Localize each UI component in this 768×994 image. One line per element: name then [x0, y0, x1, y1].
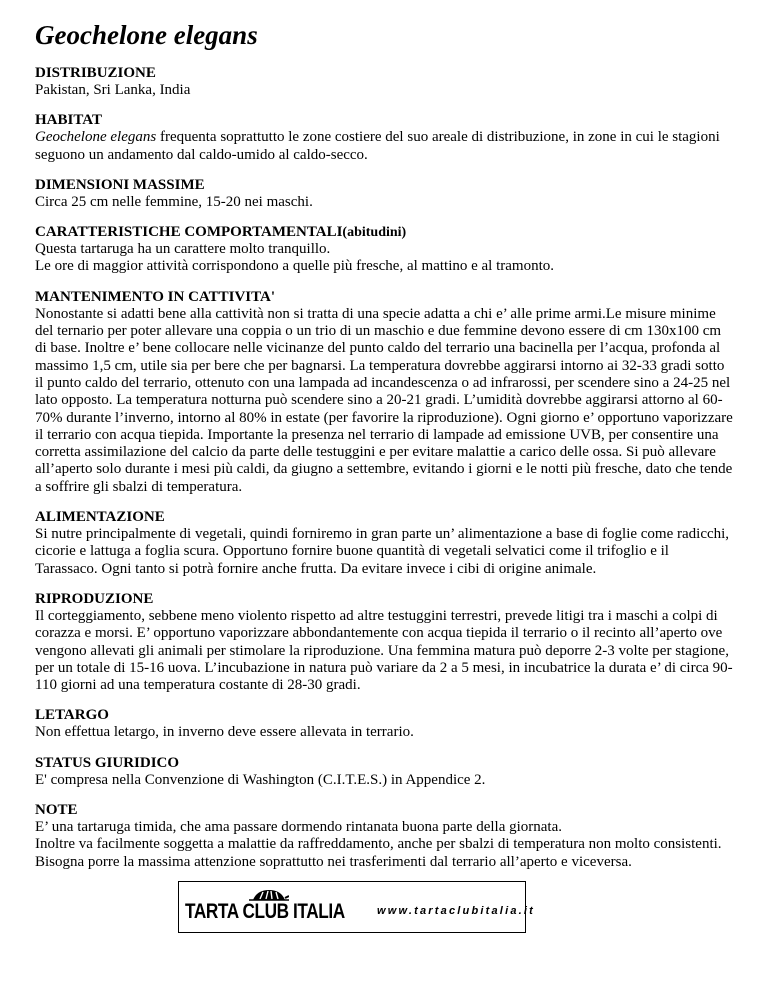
section-heading-main: CARATTERISTICHE COMPORTAMENTALI — [35, 224, 343, 241]
section-text — [35, 129, 735, 164]
section-text: Le ore di maggior attività corrispondono a quelle più fresche, al mattino e al tramonto. — [35, 258, 555, 275]
section-text: Pakistan, Sri Lanka, India — [35, 82, 191, 98]
section-riproduzione — [35, 591, 735, 694]
section-heading: RIPRODUZIONE — [35, 590, 154, 607]
section-text: Circa 25 cm nelle femmine, 15-20 nei maschi. — [35, 193, 313, 210]
section-heading: STATUS GIURIDICO — [35, 754, 180, 771]
section-comportamento — [35, 224, 735, 276]
section-dimensioni — [35, 177, 735, 211]
club-logo — [178, 881, 536, 933]
section-text: Il corteggiamento, sebbene meno violento rispetto ad altre testuggini terrestri, prevede litigi tra i maschi a colpi di corazza e morsi. E’ opportuno vaporizzare abbondantemente con acqua tiepida il terrario o il recinto all’aperto ove vengono allevati gli animali per stimolare la riproduzione. Una femmina matura può deporre 2-3 volte per stagione, per un totale di 15-16 uova. L’incubazione in natura può variare da 2 a 5 mesi, in incubatrice la durata e’ di circa 90-110 giorni ad una temperatura costante di 28-30 gradi. — [35, 607, 733, 694]
section-heading: DISTRIBUZIONE — [35, 65, 156, 81]
section-text: Inoltre va facilmente soggetta a malattie da raffreddamento, anche per sbalzi di temperatura non molto consistenti. Bisogna porre la massima attenzione soprattutto nei trasferimenti dal terrario all’aperto e viceversa. — [35, 836, 722, 870]
section-heading: LETARGO — [35, 707, 109, 724]
section-alimentazione — [35, 509, 735, 578]
section-habitat — [35, 112, 735, 164]
section-text: Non effettua letargo, in inverno deve essere allevata in terrario. — [35, 724, 414, 741]
section-heading-sub: (abitudini) — [342, 225, 407, 241]
section-heading: MANTENIMENTO IN CATTIVITA' — [35, 288, 276, 305]
species-name: Geochelone elegans — [35, 129, 157, 146]
section-distribuzione — [35, 65, 735, 99]
section-text: E' compresa nella Convenzione di Washington (C.I.T.E.S.) in Appendice 2. — [35, 771, 486, 788]
section-text: Nonostante si adatti bene alla cattività non si tratta di una specie adatta a chi e’ alle prime armi.Le misure minime del ternario per poter allevare una coppia o un trio di un maschio e due femmine devono essere di cm 130x100 cm di base. Inoltre e’ bene collocare nelle vicinanze del punto caldo del terrario una bacinella per l’acqua, profonda al massimo 1,5 cm, utile sia per bere che per bagnarsi. La temperatura dovrebbe aggirarsi intorno ai 32-33 gradi sotto il punto caldo del terrario, ottenuto con una lampada ad incandescenza o ad infrarossi, per scendere sino a 24-25 nel lato opposto. La temperatura notturna può scendere sino a 20-21 gradi. L’umidità dovrebbe aggirarsi attorno al 60-70% durante l’inverno, intorno al 80% in estate (per favorire la riproduzione). Ogni giorno e’ opportuno vaporizzare il terrario con acqua tiepida. Importante la presenza nel terrario di lampade ad emissione UVB, per consentire una corretta assimilazione del calcio da parte delle testuggini e per evitare malattie a carico delle ossa. Si può allevare all’aperto solo durante i mesi più caldi, da giugno a settembre, evitando i giorni e le notti più fresche, dato che tende a soffrire gli sbalzi di temperatura. — [35, 305, 733, 495]
section-text: E’ una tartaruga timida, che ama passare dormendo rintanata buona parte della giornata. — [35, 819, 562, 836]
logo-url: www.tartaclubitalia.it — [377, 905, 536, 917]
section-letargo — [35, 707, 735, 741]
habitat-text: frequenta soprattutto le zone costiere del suo areale di distribuzione, in zone in cui le stagioni seguono un andamento dal caldo-umido al caldo-secco. — [35, 129, 720, 163]
logo-name: TARTA CLUB ITALIA — [185, 900, 345, 923]
document-page — [35, 18, 735, 884]
section-text: Questa tartaruga ha un carattere molto tranquillo. — [35, 241, 331, 258]
section-heading: ALIMENTAZIONE — [35, 509, 165, 526]
section-mantenimento — [35, 289, 735, 496]
section-heading: NOTE — [35, 802, 78, 819]
section-heading: DIMENSIONI MASSIME — [35, 176, 205, 193]
section-heading: HABITAT — [35, 112, 102, 129]
section-text: Si nutre principalmente di vegetali, quindi forniremo in gran parte un’ alimentazione a base di foglie come radicchi, cicorie e lattuga a foglia scura. Opportuno fornire buone quantità di vegetali selvatici come il trifoglio e il Tarassaco. Ogni tanto si potrà fornire anche frutta. Da evitare invece i cibi di origine animale. — [35, 526, 730, 577]
section-heading — [35, 224, 735, 241]
page-title: Geochelone elegans — [35, 20, 258, 50]
section-status — [35, 755, 735, 789]
section-note — [35, 802, 735, 871]
